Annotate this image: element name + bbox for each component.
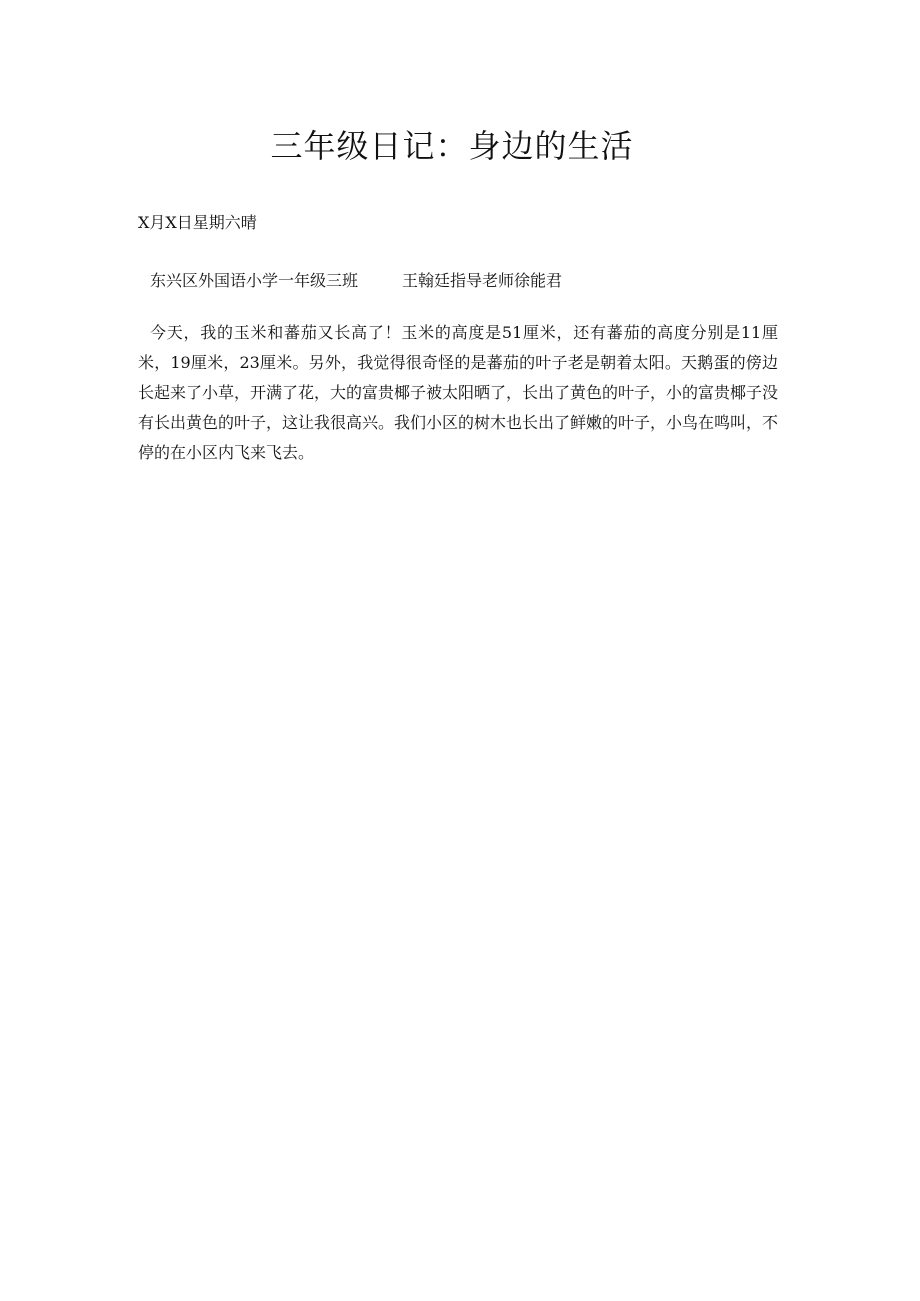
diary-body: 今天，我的玉米和蕃茄又长高了！玉米的高度是51厘米，还有蕃茄的高度分别是11厘米，19厘米，23厘米。另外，我觉得很奇怪的是蕃茄的叶子老是朝着太阳。天鹅蛋的傍边长起来了小草，开满了花，大的富贵椰子被太阳晒了，长出了黄色的叶子，小的富贵椰子没有长出黄色的叶子，这让我很高兴。我们小区的树木也长出了鲜嫩的叶子，小鸟在鸣叫，不停的在小区内飞来飞去。 bbox=[138, 323, 779, 462]
dateline: X月X日星期六晴 bbox=[138, 213, 257, 232]
school-class: 东兴区外国语小学一年级三班 bbox=[150, 271, 359, 290]
page-title: 三年级日记：身边的生活 bbox=[270, 127, 634, 165]
teacher-line: 王翰廷指导老师徐能君 bbox=[402, 271, 563, 290]
author-line bbox=[150, 268, 562, 294]
